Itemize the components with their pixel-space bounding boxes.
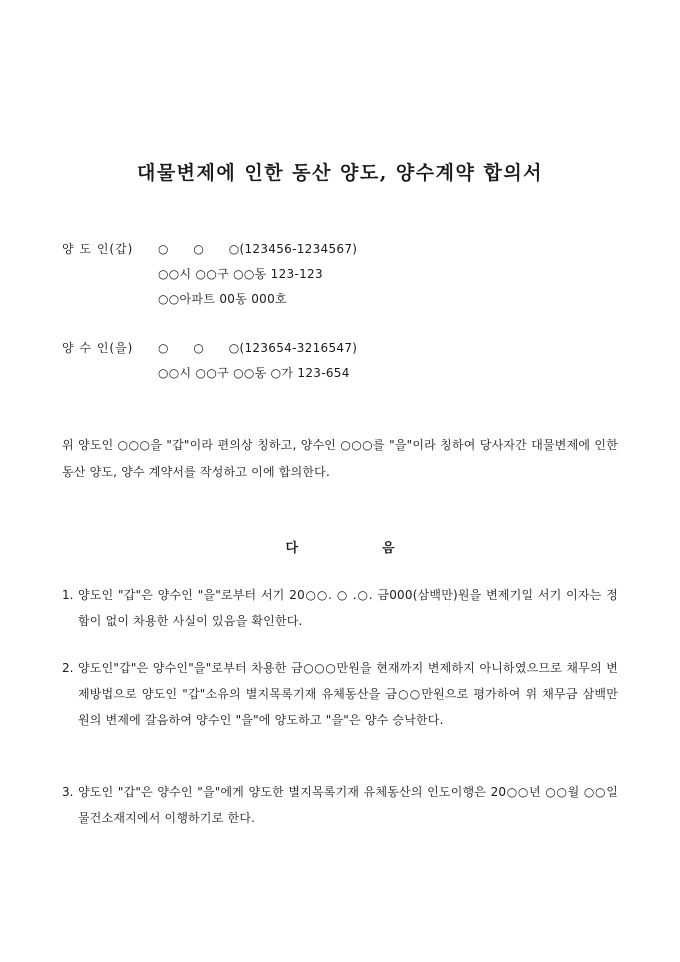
clause-3 [62, 779, 618, 831]
transferor-address-2: ○○아파트 00동 000호 [158, 292, 287, 306]
transferee-label: 양 수 인(을) [62, 341, 134, 355]
transferor-address-1: ○○시 ○○구 ○○동 123-123 [158, 267, 323, 281]
transferee-block [62, 336, 357, 386]
transferee-name: ○ ○ ○(123654-3216547) [158, 341, 358, 355]
clause-text: 양도인 "갑"은 양수인 "을"로부터 서기 20○○. ○ .○. 금000(삼백만)원을 변제기일 서기 이자는 정함이 없이 차용한 사실이 있음을 확인한다. [78, 588, 618, 628]
transferor-block [62, 237, 357, 312]
document-title: 대물변제에 인한 동산 양도, 양수계약 합의서 [136, 162, 544, 184]
section-heading [0, 537, 680, 556]
clause-number: 2. [62, 661, 74, 675]
transferee-address-1: ○○시 ○○구 ○○동 ○가 123-654 [158, 366, 350, 380]
heading-left: 다 [285, 541, 298, 556]
clause-number: 1. [62, 588, 74, 602]
transferor-name: ○ ○ ○(123456-1234567) [158, 242, 358, 256]
heading-right: 음 [382, 541, 395, 556]
clause-1 [62, 582, 618, 634]
transferor-label: 양 도 인(갑) [62, 242, 134, 256]
clause-text: 양도인"갑"은 양수인"을"로부터 차용한 금○○○만원을 현재까지 변제하지 아니하였으므로 채무의 변제방법으로 양도인 "갑"소유의 별지목록기재 유체동산을 금○○만원으로 평가하여 위 채무금 삼백만원의 변제에 갈음하여 양수인 "을"에 양도하고 "을"은 양수 승낙한다. [78, 661, 618, 727]
intro-paragraph: 위 양도인 ○○○을 "갑"이라 편의상 칭하고, 양수인 ○○○를 "을"이라 칭하여 당사자간 대물변제에 인한 동산 양도, 양수 계약서를 작성하고 이에 합의한다. [62, 438, 618, 479]
clause-2 [62, 655, 618, 733]
clause-number: 3. [62, 785, 74, 799]
clause-text: 양도인 "갑"은 양수인 "을"에게 양도한 별지목록기재 유체동산의 인도이행은 20○○년 ○○월 ○○일 물건소재지에서 이행하기로 한다. [78, 785, 618, 825]
